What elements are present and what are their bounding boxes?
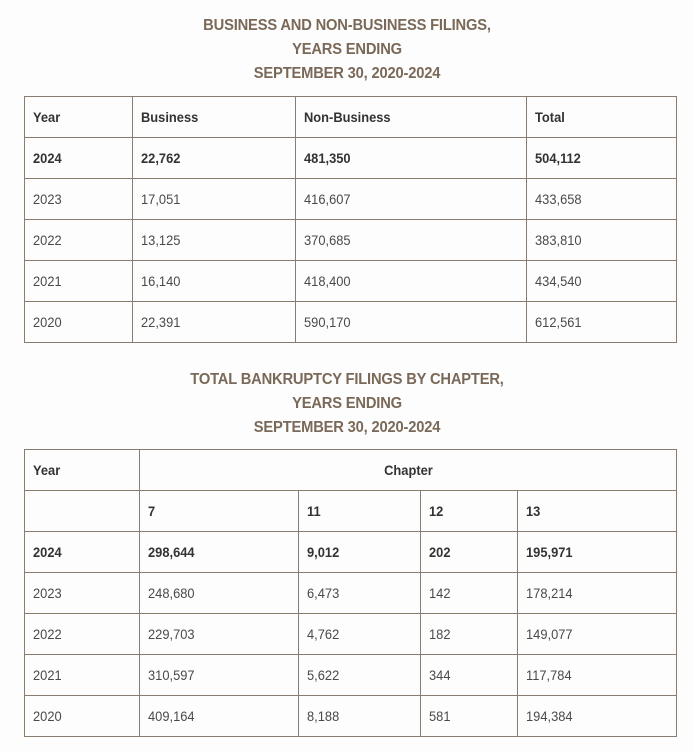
table-cell: 248,680: [140, 573, 299, 614]
table-cell: 2023: [25, 179, 133, 220]
table-cell: 2023: [25, 573, 140, 614]
table-cell: 590,170: [296, 302, 527, 343]
table-cell: 16,140: [133, 261, 296, 302]
table-cell: 504,112: [527, 138, 677, 179]
table-row: [25, 220, 677, 261]
table-row: [25, 261, 677, 302]
header-cell: Year: [25, 97, 133, 138]
table-cell: 481,350: [296, 138, 527, 179]
table-cell: 182: [421, 614, 518, 655]
table-cell: 2020: [25, 696, 140, 737]
table-cell: 434,540: [527, 261, 677, 302]
header-cell: 7: [140, 491, 299, 532]
table-cell: 2024: [25, 532, 140, 573]
table-cell: 612,561: [527, 302, 677, 343]
table-cell: 433,658: [527, 179, 677, 220]
table-cell: 2024: [25, 138, 133, 179]
table-row: [25, 532, 677, 573]
table-cell: 2021: [25, 261, 133, 302]
table-header-row: [25, 450, 677, 491]
table-row: [25, 573, 677, 614]
table-cell: 17,051: [133, 179, 296, 220]
table-cell: 2022: [25, 220, 133, 261]
table-cell: 195,971: [518, 532, 677, 573]
table-row: [25, 179, 677, 220]
table-cell: 9,012: [299, 532, 421, 573]
header-cell: Non-Business: [296, 97, 527, 138]
table-cell: 2022: [25, 614, 140, 655]
table-header-row: [25, 97, 677, 138]
empty-header-cell: [25, 491, 140, 532]
table-cell: 8,188: [299, 696, 421, 737]
table-cell: 370,685: [296, 220, 527, 261]
chapter-filings-table: [24, 449, 677, 737]
title-line: SEPTEMBER 30, 2020-2024: [253, 65, 441, 82]
table-cell: 418,400: [296, 261, 527, 302]
header-cell: 13: [518, 491, 677, 532]
table-cell: 6,473: [299, 573, 421, 614]
table-cell: 383,810: [527, 220, 677, 261]
table-cell: 2020: [25, 302, 133, 343]
chapter-header-row: [25, 491, 677, 532]
title-line: SEPTEMBER 30, 2020-2024: [253, 419, 441, 436]
table-row: [25, 655, 677, 696]
table-cell: 4,762: [299, 614, 421, 655]
table-cell: 117,784: [518, 655, 677, 696]
table-cell: 298,644: [140, 532, 299, 573]
table-cell: 194,384: [518, 696, 677, 737]
title-line: YEARS ENDING: [292, 395, 402, 412]
table-cell: 416,607: [296, 179, 527, 220]
header-cell: 11: [299, 491, 421, 532]
title-line: YEARS ENDING: [292, 41, 402, 58]
table-cell: 409,164: [140, 696, 299, 737]
table-cell: 149,077: [518, 614, 677, 655]
table-row: [25, 614, 677, 655]
table-cell: 344: [421, 655, 518, 696]
chapter-filings-title: [28, 368, 666, 440]
table-cell: 581: [421, 696, 518, 737]
table-cell: 2021: [25, 655, 140, 696]
table-cell: 178,214: [518, 573, 677, 614]
table-row: [25, 138, 677, 179]
title-line: BUSINESS AND NON-BUSINESS FILINGS,: [203, 17, 491, 34]
business-filings-title: [28, 14, 666, 86]
table-cell: 22,391: [133, 302, 296, 343]
table-row: [25, 696, 677, 737]
business-filings-table: [24, 96, 677, 343]
table-cell: 229,703: [140, 614, 299, 655]
table-cell: 13,125: [133, 220, 296, 261]
table-cell: 202: [421, 532, 518, 573]
chapter-group-header: Chapter: [140, 450, 677, 491]
table-cell: 5,622: [299, 655, 421, 696]
year-header-cell: Year: [25, 450, 140, 491]
header-cell: Total: [527, 97, 677, 138]
title-line: TOTAL BANKRUPTCY FILINGS BY CHAPTER,: [190, 371, 504, 388]
table-cell: 22,762: [133, 138, 296, 179]
table-row: [25, 302, 677, 343]
header-cell: 12: [421, 491, 518, 532]
header-cell: Business: [133, 97, 296, 138]
table-cell: 142: [421, 573, 518, 614]
table-cell: 310,597: [140, 655, 299, 696]
